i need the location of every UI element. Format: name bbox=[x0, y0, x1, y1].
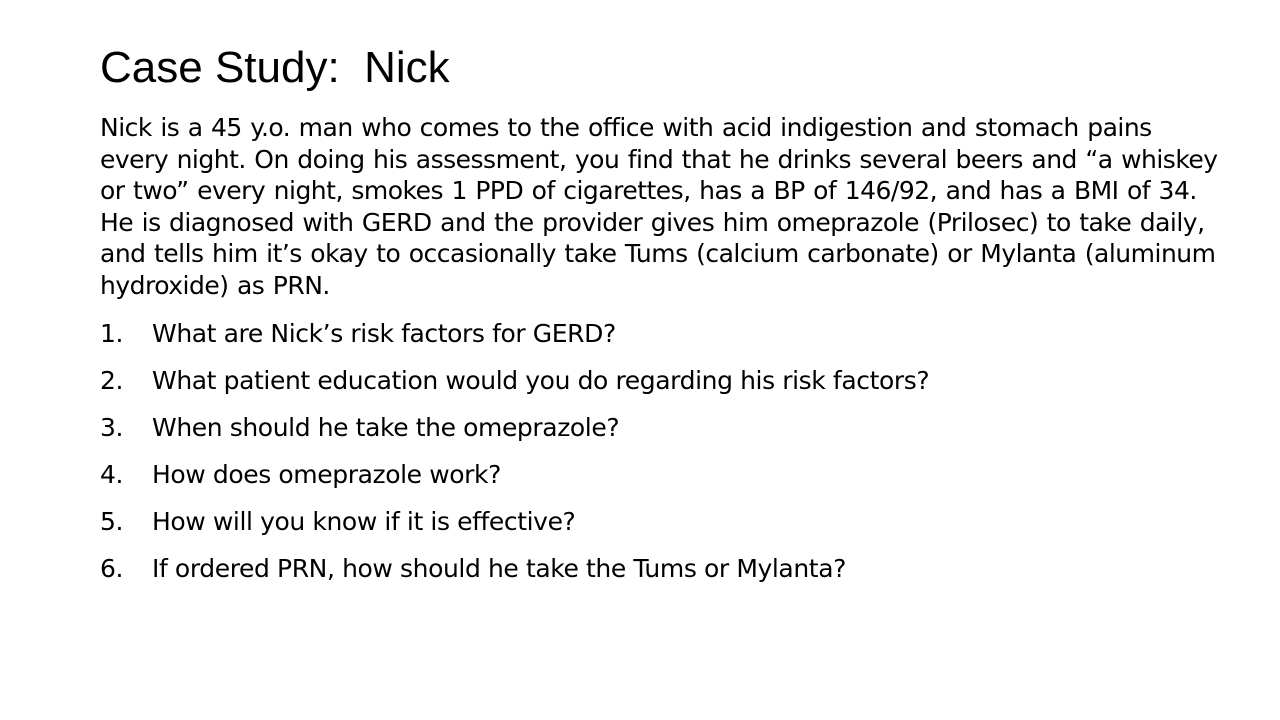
question-item bbox=[100, 549, 1220, 588]
question-number: 4. bbox=[100, 459, 124, 489]
question-item bbox=[100, 408, 1220, 447]
slide-body bbox=[100, 112, 1220, 596]
question-number: 3. bbox=[100, 412, 124, 442]
question-number: 1. bbox=[100, 318, 124, 348]
question-list bbox=[100, 314, 1220, 588]
question-number: 5. bbox=[100, 506, 124, 536]
question-text: How will you know if it is effective? bbox=[152, 506, 576, 536]
question-text: What patient education would you do regarding his risk factors? bbox=[152, 365, 930, 395]
question-item bbox=[100, 361, 1220, 400]
question-number: 2. bbox=[100, 365, 124, 395]
question-text: What are Nick’s risk factors for GERD? bbox=[152, 318, 616, 348]
question-text: When should he take the omeprazole? bbox=[152, 412, 620, 442]
slide-title: Case Study: Nick bbox=[100, 43, 450, 92]
question-item bbox=[100, 314, 1220, 353]
question-text: If ordered PRN, how should he take the Tums or Mylanta? bbox=[152, 553, 846, 583]
question-number: 6. bbox=[100, 553, 124, 583]
question-text: How does omeprazole work? bbox=[152, 459, 501, 489]
question-item bbox=[100, 502, 1220, 541]
case-description: Nick is a 45 y.o. man who comes to the office with acid indigestion and stomach pains every night. On doing his assessment, you find that he drinks several beers and “a whiskey or two” every night, smokes 1 PPD of cigarettes, has a BP of 146/92, and has a BMI of 34. He is diagnosed with GERD and the provider gives him omeprazole (Prilosec) to take daily, and tells him it’s okay to occasionally take Tums (calcium carbonate) or Mylanta (aluminum hydroxide) as PRN. bbox=[100, 113, 1218, 300]
question-item bbox=[100, 455, 1220, 494]
